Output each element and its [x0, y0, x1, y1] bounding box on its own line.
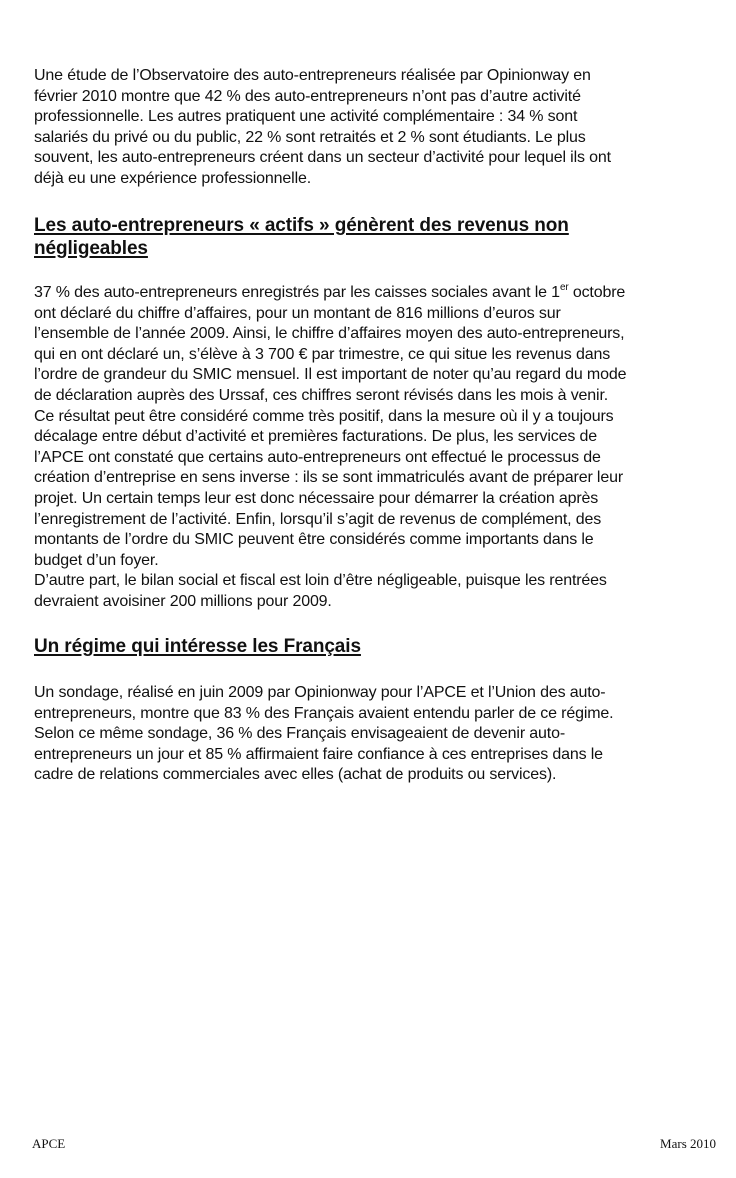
- paragraph-revenus: [34, 283, 626, 613]
- superscript: er: [559, 282, 569, 293]
- text-span: octobre: [568, 284, 626, 301]
- text-line: projet. Un certain temps leur est donc nécessaire pour démarrer la création après: [34, 489, 599, 507]
- text-line: D’autre part, le bilan social et fiscal est loin d’être négligeable, puisque les rentrées: [34, 572, 607, 590]
- text-line: Une étude de l’Observatoire des auto-entrepreneurs réalisée par Opinionway en: [34, 67, 591, 84]
- text-line: budget d’un foyer.: [34, 551, 159, 569]
- text-line: montants de l’ordre du SMIC peuvent être considérés comme importants dans le: [34, 531, 594, 549]
- text-line: souvent, les auto-entrepreneurs créent dans un secteur d’activité pour lequel ils ont: [34, 149, 611, 167]
- text-line: cadre de relations commerciales avec elles (achat de produits ou services).: [34, 766, 557, 784]
- text-line: février 2010 montre que 42 % des auto-entrepreneurs n’ont pas d’autre activité: [34, 87, 581, 105]
- text-line: décalage entre début d’activité et premières facturations. De plus, les services de: [34, 428, 597, 446]
- text-span: 37 % des auto-entrepreneurs enregistrés par les caisses sociales avant le 1: [34, 284, 560, 301]
- text-line: l’ensemble de l’année 2009. Ainsi, le chiffre d’affaires moyen des auto-entrepreneurs,: [34, 325, 625, 343]
- heading-line: Les auto-entrepreneurs « actifs » génèrent des revenus non: [34, 215, 569, 236]
- text-line: l’ordre de grandeur du SMIC mensuel. Il est important de noter qu’au regard du mode: [34, 366, 627, 384]
- text-line: l’APCE ont constaté que certains auto-entrepreneurs ont effectué le processus de: [34, 448, 601, 466]
- text-line: [34, 283, 626, 304]
- text-line: déjà eu une expérience professionnelle.: [34, 169, 312, 187]
- footer-left: APCE: [32, 1136, 66, 1151]
- section-heading-regime: Un régime qui intéresse les Français: [34, 636, 361, 657]
- paragraph-observatoire: [34, 66, 611, 190]
- heading-line: négligeables: [34, 237, 148, 259]
- text-line: Ce résultat peut être considéré comme très positif, dans la mesure où il y a toujours: [34, 407, 614, 425]
- paragraph-sondage: [34, 683, 613, 786]
- text-line: devraient avoisiner 200 millions pour 2009.: [34, 592, 332, 610]
- section-heading-revenus: [34, 215, 569, 260]
- footer-right: Mars 2010: [660, 1136, 716, 1151]
- text-line: Un sondage, réalisé en juin 2009 par Opinionway pour l’APCE et l’Union des auto-: [34, 684, 606, 701]
- text-line: création d’entreprise en sens inverse : ils se sont immatriculés avant de préparer leur: [34, 469, 624, 487]
- text-line: entrepreneurs un jour et 85 % affirmaient faire confiance à ces entreprises dans le: [34, 745, 603, 763]
- text-line: qui en ont déclaré un, s’élève à 3 700 € par trimestre, ce qui situe les revenus dans: [34, 345, 611, 363]
- text-line: de déclaration auprès des Urssaf, ces chiffres seront révisés dans les mois à venir.: [34, 386, 609, 404]
- text-line: professionnelle. Les autres pratiquent une activité complémentaire : 34 % sont: [34, 108, 578, 126]
- text-line: ont déclaré du chiffre d’affaires, pour un montant de 816 millions d’euros sur: [34, 304, 561, 322]
- text-line: salariés du privé ou du public, 22 % sont retraités et 2 % sont étudiants. Le plus: [34, 128, 586, 146]
- text-line: l’enregistrement de l’activité. Enfin, lorsqu’il s’agit de revenus de complément, des: [34, 510, 602, 528]
- text-line: entrepreneurs, montre que 83 % des Français avaient entendu parler de ce régime.: [34, 704, 614, 722]
- text-line: Selon ce même sondage, 36 % des Français envisageaient de devenir auto-: [34, 725, 566, 743]
